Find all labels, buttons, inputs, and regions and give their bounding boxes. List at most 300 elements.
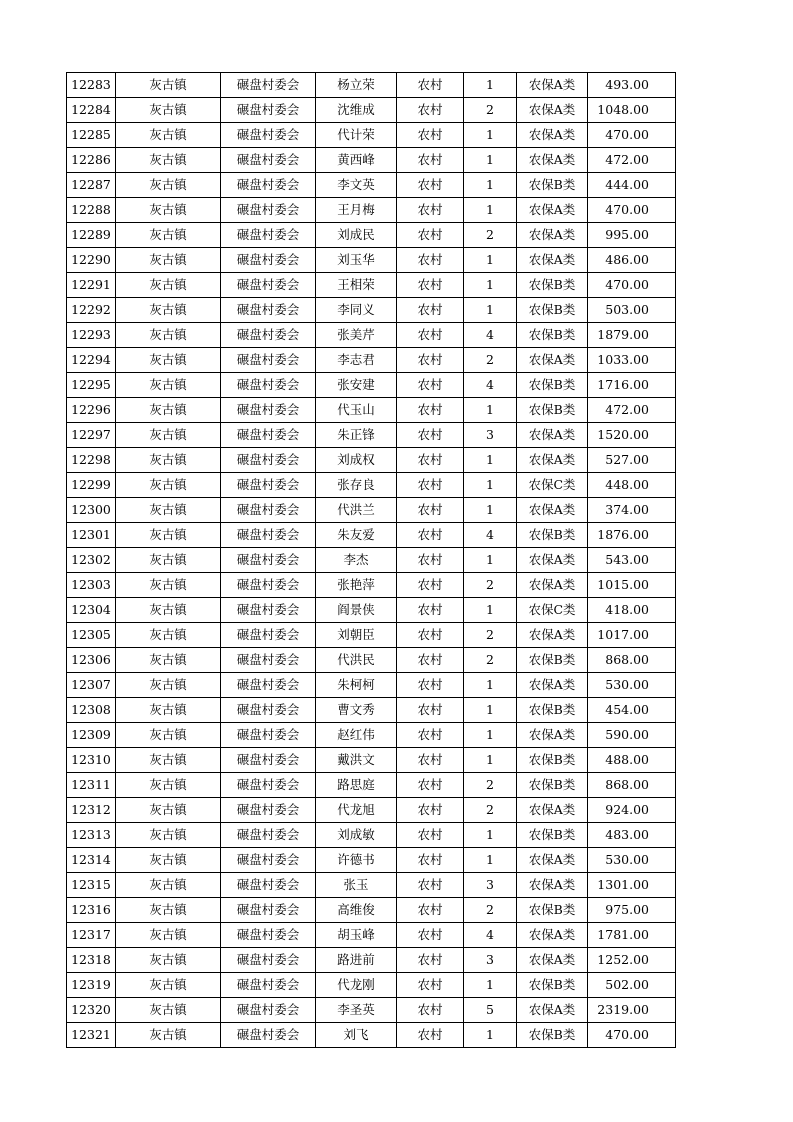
table-row — [67, 848, 676, 873]
town-cell: 灰古镇 — [116, 623, 221, 648]
records-table — [66, 72, 676, 1048]
town-cell: 灰古镇 — [116, 248, 221, 273]
village-committee-cell: 碾盘村委会 — [221, 98, 316, 123]
amount-cell: 590.00 — [588, 723, 676, 748]
area-type-cell: 农村 — [397, 823, 464, 848]
amount-cell: 472.00 — [588, 148, 676, 173]
amount-cell: 503.00 — [588, 298, 676, 323]
amount-cell: 1015.00 — [588, 573, 676, 598]
village-committee-cell: 碾盘村委会 — [221, 798, 316, 823]
town-cell: 灰古镇 — [116, 1023, 221, 1048]
table-row — [67, 173, 676, 198]
table-row — [67, 573, 676, 598]
record-id-cell: 12313 — [67, 823, 116, 848]
table-row — [67, 898, 676, 923]
insurance-category-cell: 农保A类 — [517, 848, 588, 873]
village-committee-cell: 碾盘村委会 — [221, 923, 316, 948]
record-id-cell: 12287 — [67, 173, 116, 198]
person-name-cell: 刘成权 — [316, 448, 397, 473]
area-type-cell: 农村 — [397, 648, 464, 673]
household-count-cell: 2 — [464, 773, 517, 798]
town-cell: 灰古镇 — [116, 923, 221, 948]
amount-cell: 2319.00 — [588, 998, 676, 1023]
area-type-cell: 农村 — [397, 573, 464, 598]
person-name-cell: 代洪民 — [316, 648, 397, 673]
amount-cell: 470.00 — [588, 123, 676, 148]
household-count-cell: 2 — [464, 798, 517, 823]
household-count-cell: 4 — [464, 323, 517, 348]
town-cell: 灰古镇 — [116, 848, 221, 873]
household-count-cell: 1 — [464, 473, 517, 498]
village-committee-cell: 碾盘村委会 — [221, 398, 316, 423]
area-type-cell: 农村 — [397, 148, 464, 173]
record-id-cell: 12306 — [67, 648, 116, 673]
area-type-cell: 农村 — [397, 548, 464, 573]
amount-cell: 488.00 — [588, 748, 676, 773]
area-type-cell: 农村 — [397, 323, 464, 348]
record-id-cell: 12293 — [67, 323, 116, 348]
record-id-cell: 12316 — [67, 898, 116, 923]
person-name-cell: 赵红伟 — [316, 723, 397, 748]
town-cell: 灰古镇 — [116, 498, 221, 523]
record-id-cell: 12318 — [67, 948, 116, 973]
village-committee-cell: 碾盘村委会 — [221, 223, 316, 248]
person-name-cell: 曹文秀 — [316, 698, 397, 723]
town-cell: 灰古镇 — [116, 173, 221, 198]
village-committee-cell: 碾盘村委会 — [221, 448, 316, 473]
area-type-cell: 农村 — [397, 123, 464, 148]
household-count-cell: 1 — [464, 848, 517, 873]
record-id-cell: 12305 — [67, 623, 116, 648]
town-cell: 灰古镇 — [116, 673, 221, 698]
village-committee-cell: 碾盘村委会 — [221, 998, 316, 1023]
amount-cell: 1716.00 — [588, 373, 676, 398]
household-count-cell: 1 — [464, 548, 517, 573]
table-row — [67, 223, 676, 248]
town-cell: 灰古镇 — [116, 98, 221, 123]
village-committee-cell: 碾盘村委会 — [221, 723, 316, 748]
household-count-cell: 2 — [464, 348, 517, 373]
town-cell: 灰古镇 — [116, 398, 221, 423]
table-row — [67, 348, 676, 373]
insurance-category-cell: 农保A类 — [517, 673, 588, 698]
household-count-cell: 1 — [464, 198, 517, 223]
table-row — [67, 723, 676, 748]
village-committee-cell: 碾盘村委会 — [221, 473, 316, 498]
insurance-category-cell: 农保A类 — [517, 998, 588, 1023]
person-name-cell: 李同义 — [316, 298, 397, 323]
person-name-cell: 朱正锋 — [316, 423, 397, 448]
insurance-category-cell: 农保B类 — [517, 698, 588, 723]
person-name-cell: 刘成民 — [316, 223, 397, 248]
amount-cell: 543.00 — [588, 548, 676, 573]
record-id-cell: 12300 — [67, 498, 116, 523]
record-id-cell: 12291 — [67, 273, 116, 298]
record-id-cell: 12301 — [67, 523, 116, 548]
table-row — [67, 698, 676, 723]
area-type-cell: 农村 — [397, 898, 464, 923]
town-cell: 灰古镇 — [116, 523, 221, 548]
table-row — [67, 798, 676, 823]
record-id-cell: 12290 — [67, 248, 116, 273]
amount-cell: 1301.00 — [588, 873, 676, 898]
town-cell: 灰古镇 — [116, 973, 221, 998]
person-name-cell: 路思庭 — [316, 773, 397, 798]
insurance-category-cell: 农保A类 — [517, 148, 588, 173]
area-type-cell: 农村 — [397, 223, 464, 248]
village-committee-cell: 碾盘村委会 — [221, 498, 316, 523]
amount-cell: 995.00 — [588, 223, 676, 248]
table-row — [67, 73, 676, 98]
amount-cell: 1033.00 — [588, 348, 676, 373]
household-count-cell: 1 — [464, 298, 517, 323]
household-count-cell: 1 — [464, 748, 517, 773]
amount-cell: 1879.00 — [588, 323, 676, 348]
household-count-cell: 1 — [464, 148, 517, 173]
village-committee-cell: 碾盘村委会 — [221, 648, 316, 673]
area-type-cell: 农村 — [397, 348, 464, 373]
record-id-cell: 12288 — [67, 198, 116, 223]
insurance-category-cell: 农保B类 — [517, 523, 588, 548]
household-count-cell: 1 — [464, 73, 517, 98]
area-type-cell: 农村 — [397, 598, 464, 623]
person-name-cell: 刘成敏 — [316, 823, 397, 848]
town-cell: 灰古镇 — [116, 748, 221, 773]
insurance-category-cell: 农保A类 — [517, 623, 588, 648]
record-id-cell: 12299 — [67, 473, 116, 498]
insurance-category-cell: 农保A类 — [517, 448, 588, 473]
record-id-cell: 12304 — [67, 598, 116, 623]
record-id-cell: 12294 — [67, 348, 116, 373]
record-id-cell: 12285 — [67, 123, 116, 148]
insurance-category-cell: 农保A类 — [517, 223, 588, 248]
insurance-category-cell: 农保A类 — [517, 573, 588, 598]
table-row — [67, 923, 676, 948]
record-id-cell: 12310 — [67, 748, 116, 773]
town-cell: 灰古镇 — [116, 773, 221, 798]
amount-cell: 1252.00 — [588, 948, 676, 973]
person-name-cell: 王相荣 — [316, 273, 397, 298]
table-row — [67, 773, 676, 798]
town-cell: 灰古镇 — [116, 948, 221, 973]
town-cell: 灰古镇 — [116, 298, 221, 323]
town-cell: 灰古镇 — [116, 573, 221, 598]
village-committee-cell: 碾盘村委会 — [221, 773, 316, 798]
person-name-cell: 代洪兰 — [316, 498, 397, 523]
village-committee-cell: 碾盘村委会 — [221, 848, 316, 873]
village-committee-cell: 碾盘村委会 — [221, 323, 316, 348]
table-row — [67, 273, 676, 298]
household-count-cell: 1 — [464, 273, 517, 298]
household-count-cell: 2 — [464, 623, 517, 648]
person-name-cell: 阎景侠 — [316, 598, 397, 623]
table-row — [67, 673, 676, 698]
person-name-cell: 朱柯柯 — [316, 673, 397, 698]
insurance-category-cell: 农保A类 — [517, 498, 588, 523]
town-cell: 灰古镇 — [116, 898, 221, 923]
village-committee-cell: 碾盘村委会 — [221, 623, 316, 648]
area-type-cell: 农村 — [397, 448, 464, 473]
household-count-cell: 1 — [464, 498, 517, 523]
household-count-cell: 2 — [464, 898, 517, 923]
town-cell: 灰古镇 — [116, 323, 221, 348]
amount-cell: 486.00 — [588, 248, 676, 273]
insurance-category-cell: 农保B类 — [517, 173, 588, 198]
amount-cell: 470.00 — [588, 273, 676, 298]
area-type-cell: 农村 — [397, 173, 464, 198]
amount-cell: 470.00 — [588, 198, 676, 223]
village-committee-cell: 碾盘村委会 — [221, 673, 316, 698]
household-count-cell: 1 — [464, 598, 517, 623]
table-row — [67, 323, 676, 348]
insurance-category-cell: 农保A类 — [517, 548, 588, 573]
insurance-category-cell: 农保B类 — [517, 323, 588, 348]
village-committee-cell: 碾盘村委会 — [221, 248, 316, 273]
insurance-category-cell: 农保B类 — [517, 273, 588, 298]
record-id-cell: 12320 — [67, 998, 116, 1023]
insurance-category-cell: 农保A类 — [517, 248, 588, 273]
record-id-cell: 12303 — [67, 573, 116, 598]
table-row — [67, 123, 676, 148]
village-committee-cell: 碾盘村委会 — [221, 598, 316, 623]
household-count-cell: 4 — [464, 373, 517, 398]
record-id-cell: 12286 — [67, 148, 116, 173]
amount-cell: 502.00 — [588, 973, 676, 998]
area-type-cell: 农村 — [397, 673, 464, 698]
table-row — [67, 298, 676, 323]
household-count-cell: 3 — [464, 873, 517, 898]
insurance-category-cell: 农保B类 — [517, 1023, 588, 1048]
person-name-cell: 路进前 — [316, 948, 397, 973]
area-type-cell: 农村 — [397, 1023, 464, 1048]
household-count-cell: 2 — [464, 223, 517, 248]
village-committee-cell: 碾盘村委会 — [221, 523, 316, 548]
person-name-cell: 李志君 — [316, 348, 397, 373]
person-name-cell: 张安建 — [316, 373, 397, 398]
household-count-cell: 5 — [464, 998, 517, 1023]
insurance-category-cell: 农保A类 — [517, 98, 588, 123]
amount-cell: 470.00 — [588, 1023, 676, 1048]
village-committee-cell: 碾盘村委会 — [221, 173, 316, 198]
town-cell: 灰古镇 — [116, 798, 221, 823]
table-row — [67, 498, 676, 523]
household-count-cell: 2 — [464, 648, 517, 673]
town-cell: 灰古镇 — [116, 223, 221, 248]
person-name-cell: 代玉山 — [316, 398, 397, 423]
table-row — [67, 648, 676, 673]
amount-cell: 483.00 — [588, 823, 676, 848]
record-id-cell: 12298 — [67, 448, 116, 473]
area-type-cell: 农村 — [397, 473, 464, 498]
record-id-cell: 12312 — [67, 798, 116, 823]
village-committee-cell: 碾盘村委会 — [221, 948, 316, 973]
household-count-cell: 2 — [464, 98, 517, 123]
village-committee-cell: 碾盘村委会 — [221, 823, 316, 848]
amount-cell: 472.00 — [588, 398, 676, 423]
amount-cell: 1520.00 — [588, 423, 676, 448]
village-committee-cell: 碾盘村委会 — [221, 573, 316, 598]
town-cell: 灰古镇 — [116, 873, 221, 898]
table-row — [67, 248, 676, 273]
amount-cell: 1017.00 — [588, 623, 676, 648]
person-name-cell: 黄西峰 — [316, 148, 397, 173]
area-type-cell: 农村 — [397, 998, 464, 1023]
town-cell: 灰古镇 — [116, 598, 221, 623]
record-id-cell: 12308 — [67, 698, 116, 723]
area-type-cell: 农村 — [397, 698, 464, 723]
insurance-category-cell: 农保B类 — [517, 773, 588, 798]
area-type-cell: 农村 — [397, 748, 464, 773]
record-id-cell: 12283 — [67, 73, 116, 98]
village-committee-cell: 碾盘村委会 — [221, 973, 316, 998]
insurance-category-cell: 农保A类 — [517, 73, 588, 98]
area-type-cell: 农村 — [397, 248, 464, 273]
person-name-cell: 张艳萍 — [316, 573, 397, 598]
person-name-cell: 代计荣 — [316, 123, 397, 148]
household-count-cell: 1 — [464, 398, 517, 423]
person-name-cell: 刘飞 — [316, 1023, 397, 1048]
person-name-cell: 朱友爱 — [316, 523, 397, 548]
person-name-cell: 胡玉峰 — [316, 923, 397, 948]
area-type-cell: 农村 — [397, 923, 464, 948]
household-count-cell: 3 — [464, 948, 517, 973]
person-name-cell: 李圣英 — [316, 998, 397, 1023]
town-cell: 灰古镇 — [116, 473, 221, 498]
town-cell: 灰古镇 — [116, 148, 221, 173]
amount-cell: 975.00 — [588, 898, 676, 923]
household-count-cell: 3 — [464, 423, 517, 448]
amount-cell: 493.00 — [588, 73, 676, 98]
person-name-cell: 刘朝臣 — [316, 623, 397, 648]
insurance-category-cell: 农保A类 — [517, 423, 588, 448]
table-row — [67, 448, 676, 473]
record-id-cell: 12317 — [67, 923, 116, 948]
area-type-cell: 农村 — [397, 498, 464, 523]
village-committee-cell: 碾盘村委会 — [221, 873, 316, 898]
record-id-cell: 12292 — [67, 298, 116, 323]
area-type-cell: 农村 — [397, 98, 464, 123]
table-row — [67, 948, 676, 973]
record-id-cell: 12321 — [67, 1023, 116, 1048]
area-type-cell: 农村 — [397, 373, 464, 398]
person-name-cell: 戴洪文 — [316, 748, 397, 773]
insurance-category-cell: 农保A类 — [517, 123, 588, 148]
amount-cell: 374.00 — [588, 498, 676, 523]
record-id-cell: 12302 — [67, 548, 116, 573]
insurance-category-cell: 农保A类 — [517, 348, 588, 373]
area-type-cell: 农村 — [397, 623, 464, 648]
insurance-category-cell: 农保A类 — [517, 723, 588, 748]
record-id-cell: 12315 — [67, 873, 116, 898]
person-name-cell: 代龙旭 — [316, 798, 397, 823]
record-id-cell: 12319 — [67, 973, 116, 998]
insurance-category-cell: 农保B类 — [517, 648, 588, 673]
table-row — [67, 598, 676, 623]
table-row — [67, 148, 676, 173]
insurance-category-cell: 农保A类 — [517, 873, 588, 898]
village-committee-cell: 碾盘村委会 — [221, 698, 316, 723]
household-count-cell: 1 — [464, 173, 517, 198]
household-count-cell: 1 — [464, 673, 517, 698]
area-type-cell: 农村 — [397, 773, 464, 798]
town-cell: 灰古镇 — [116, 198, 221, 223]
area-type-cell: 农村 — [397, 423, 464, 448]
town-cell: 灰古镇 — [116, 998, 221, 1023]
area-type-cell: 农村 — [397, 273, 464, 298]
town-cell: 灰古镇 — [116, 648, 221, 673]
amount-cell: 418.00 — [588, 598, 676, 623]
area-type-cell: 农村 — [397, 523, 464, 548]
record-id-cell: 12289 — [67, 223, 116, 248]
village-committee-cell: 碾盘村委会 — [221, 123, 316, 148]
table-row — [67, 823, 676, 848]
household-count-cell: 1 — [464, 823, 517, 848]
amount-cell: 530.00 — [588, 673, 676, 698]
town-cell: 灰古镇 — [116, 698, 221, 723]
amount-cell: 868.00 — [588, 773, 676, 798]
table-row — [67, 973, 676, 998]
table-row — [67, 473, 676, 498]
person-name-cell: 代龙刚 — [316, 973, 397, 998]
town-cell: 灰古镇 — [116, 123, 221, 148]
insurance-category-cell: 农保B类 — [517, 298, 588, 323]
town-cell: 灰古镇 — [116, 73, 221, 98]
town-cell: 灰古镇 — [116, 823, 221, 848]
amount-cell: 1876.00 — [588, 523, 676, 548]
area-type-cell: 农村 — [397, 298, 464, 323]
table-row — [67, 198, 676, 223]
record-id-cell: 12296 — [67, 398, 116, 423]
household-count-cell: 1 — [464, 723, 517, 748]
table-row — [67, 873, 676, 898]
amount-cell: 454.00 — [588, 698, 676, 723]
village-committee-cell: 碾盘村委会 — [221, 548, 316, 573]
person-name-cell: 王月梅 — [316, 198, 397, 223]
village-committee-cell: 碾盘村委会 — [221, 373, 316, 398]
town-cell: 灰古镇 — [116, 723, 221, 748]
village-committee-cell: 碾盘村委会 — [221, 348, 316, 373]
area-type-cell: 农村 — [397, 723, 464, 748]
table-row — [67, 423, 676, 448]
village-committee-cell: 碾盘村委会 — [221, 73, 316, 98]
insurance-category-cell: 农保A类 — [517, 923, 588, 948]
insurance-category-cell: 农保C类 — [517, 473, 588, 498]
household-count-cell: 1 — [464, 248, 517, 273]
table-row — [67, 748, 676, 773]
insurance-category-cell: 农保C类 — [517, 598, 588, 623]
village-committee-cell: 碾盘村委会 — [221, 273, 316, 298]
table-row — [67, 98, 676, 123]
amount-cell: 530.00 — [588, 848, 676, 873]
person-name-cell: 张存良 — [316, 473, 397, 498]
insurance-category-cell: 农保A类 — [517, 948, 588, 973]
area-type-cell: 农村 — [397, 398, 464, 423]
insurance-category-cell: 农保B类 — [517, 823, 588, 848]
person-name-cell: 李文英 — [316, 173, 397, 198]
table-row — [67, 998, 676, 1023]
insurance-category-cell: 农保B类 — [517, 373, 588, 398]
table-row — [67, 623, 676, 648]
insurance-category-cell: 农保A类 — [517, 798, 588, 823]
insurance-category-cell: 农保B类 — [517, 973, 588, 998]
household-count-cell: 2 — [464, 573, 517, 598]
amount-cell: 444.00 — [588, 173, 676, 198]
insurance-category-cell: 农保B类 — [517, 748, 588, 773]
household-count-cell: 1 — [464, 448, 517, 473]
village-committee-cell: 碾盘村委会 — [221, 148, 316, 173]
record-id-cell: 12307 — [67, 673, 116, 698]
table-row — [67, 373, 676, 398]
